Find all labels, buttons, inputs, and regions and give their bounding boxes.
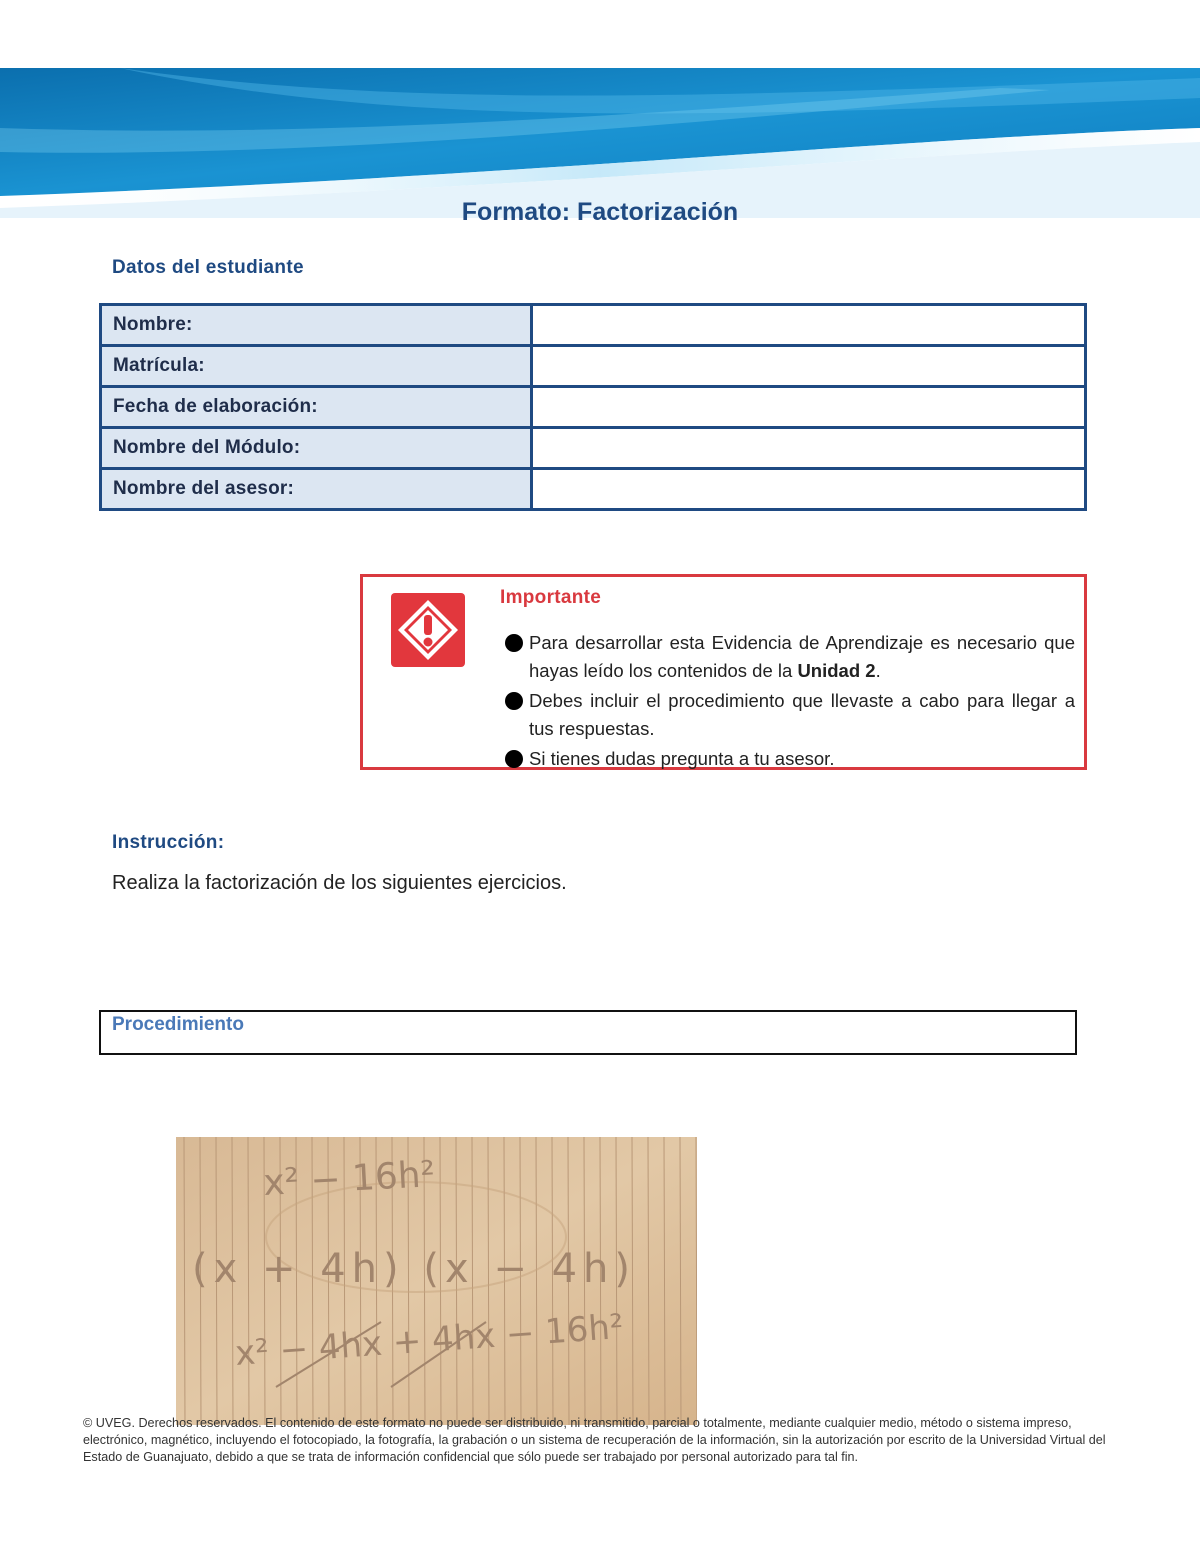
bullet-text: Si tienes dudas pregunta a tu asesor. — [529, 748, 835, 769]
bullet-icon — [505, 634, 523, 652]
table-row — [101, 346, 1086, 387]
important-bullets — [505, 629, 1075, 775]
table-row — [101, 387, 1086, 428]
enrollment-field[interactable] — [532, 346, 1086, 387]
handwritten-line-3: x² − 4hx + 4hx − 16h² — [233, 1306, 625, 1374]
date-field[interactable] — [532, 387, 1086, 428]
field-label: Nombre del asesor: — [101, 469, 532, 510]
important-notice-box — [360, 574, 1087, 770]
field-label: Nombre: — [101, 305, 532, 346]
handwritten-line-1: x² − 16h² — [262, 1154, 437, 1204]
handwritten-line-2: (x + 4h) (x − 4h) — [192, 1246, 636, 1292]
warning-icon — [391, 593, 465, 667]
header-banner — [0, 68, 1200, 218]
field-label: Matrícula: — [101, 346, 532, 387]
table-row — [101, 305, 1086, 346]
student-data-table — [99, 303, 1087, 511]
procedure-label: Procedimiento — [112, 1014, 244, 1035]
copyright-footer: © UVEG. Derechos reservados. El contenido de este formato no puede ser distribuido, ni transmitido, parcial o totalmente, mediante cualquier medio, método o sistema impreso, electrónico, magnético, incluyendo el fotocopiado, la fotografía, la grabación o un sistema de recuperación de la información, sin la autorización por escrito de la Universidad Virtual del Estado de Guanajuato, debido a que se trata de información confidencial que sólo puede ser trabajado por personal autorizado para tal fin. — [83, 1416, 1106, 1464]
advisor-field[interactable] — [532, 469, 1086, 510]
procedure-box — [99, 1010, 1077, 1055]
important-title: Importante — [500, 587, 602, 608]
bullet-text: Para desarrollar esta Evidencia de Aprendizaje es necesario que hayas leído los contenidos de la — [529, 632, 1075, 681]
unit-emphasis: Unidad 2 — [797, 660, 876, 681]
list-item — [505, 629, 1075, 685]
bullet-icon — [505, 692, 523, 710]
document-title: Formato: Factorización — [461, 198, 739, 226]
list-item — [505, 745, 1075, 773]
student-section-label: Datos del estudiante — [112, 257, 304, 278]
module-field[interactable] — [532, 428, 1086, 469]
instruction-text: Realiza la factorización de los siguientes ejercicios. — [112, 872, 567, 894]
bullet-text-end: . — [875, 660, 881, 681]
list-item — [505, 687, 1075, 743]
instruction-label: Instrucción: — [112, 832, 225, 853]
table-row — [101, 469, 1086, 510]
table-row — [101, 428, 1086, 469]
bullet-text: Debes incluir el procedimiento que llevaste a cabo para llegar a tus respuestas. — [529, 690, 1075, 739]
handwritten-work-photo — [176, 1137, 697, 1425]
name-field[interactable] — [532, 305, 1086, 346]
bullet-icon — [505, 750, 523, 768]
field-label: Fecha de elaboración: — [101, 387, 532, 428]
field-label: Nombre del Módulo: — [101, 428, 532, 469]
